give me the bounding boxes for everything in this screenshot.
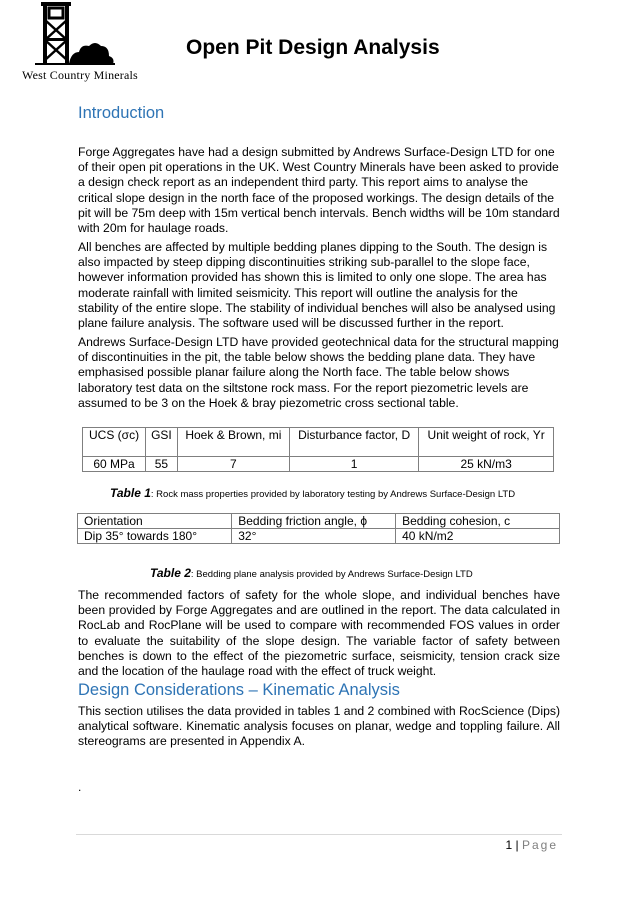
table-cell: 40 kN/m2 — [396, 529, 560, 544]
intro-paragraph-3: Andrews Surface-Design LTD have provided geotechnical data for the structural mapping of discontinuities in the pit, the table below shows the bedding plane data. They have emphasised possible planar failure along the North face. The table below shows laboratory test data on the siltstone rock mass. For the report piezometric levels are assumed to be 3 on the Hoek & bray piezometric cross sectional table. — [78, 335, 559, 410]
footer-separator: | — [515, 838, 519, 852]
footer-divider — [76, 834, 562, 835]
bedding-plane-table — [77, 513, 560, 544]
table-header-cell: Hoek & Brown, mi — [177, 428, 289, 457]
table-cell: 25 kN/m3 — [419, 457, 554, 472]
rock-mass-properties-table — [82, 427, 554, 472]
design-considerations-heading: Design Considerations – Kinematic Analysis — [78, 681, 400, 699]
table-cell: 60 MPa — [83, 457, 146, 472]
table-cell: 1 — [289, 457, 418, 472]
document-title: Open Pit Design Analysis — [186, 36, 440, 59]
table-header-cell: Disturbance factor, D — [289, 428, 418, 457]
table-header-cell: Bedding cohesion, c — [396, 514, 560, 529]
page-footer — [505, 838, 558, 852]
table-2-caption — [150, 566, 473, 580]
table-cell: Dip 35° towards 180° — [78, 529, 232, 544]
caption-text: : Bedding plane analysis provided by Andrews Surface-Design LTD — [190, 569, 473, 580]
company-logo — [10, 0, 140, 84]
caption-label: Table 1 — [110, 486, 151, 500]
caption-text: : Rock mass properties provided by laboratory testing by Andrews Surface-Design LTD — [150, 489, 516, 500]
table-1-caption — [110, 486, 515, 500]
table-cell: 55 — [146, 457, 178, 472]
mine-headframe-icon — [35, 0, 115, 70]
table-header-cell: Unit weight of rock, Yr — [419, 428, 554, 457]
logo-caption: West Country Minerals — [22, 68, 138, 82]
intro-paragraph-2: All benches are affected by multiple bedding planes dipping to the South. The design is also impacted by steep dipping discontinuities striking sub-parallel to the slope face, however information provided has shown this is limited to only one slope. The area has moderate rainfall with limited seismicity. This report will outline the analysis for the stability of the entire slope. The stability of individual benches will also be analysed using plane failure analysis. The software used will be discussed further in the report. — [78, 240, 556, 331]
table-header-row — [78, 514, 560, 529]
table-header-row — [83, 428, 554, 457]
page-label: Page — [521, 838, 558, 852]
introduction-heading: Introduction — [78, 104, 165, 122]
table-row — [83, 457, 554, 472]
table-header-cell: Orientation — [78, 514, 232, 529]
caption-label: Table 2 — [150, 566, 191, 580]
table-row — [78, 529, 560, 544]
page-number: 1 — [505, 838, 513, 852]
intro-paragraph-1: Forge Aggregates have had a design submitted by Andrews Surface-Design LTD for one of their open pit operations in the UK. West Country Minerals have been asked to provide a design check report as an independent third party. This report aims to analyse the critical slope design in the north face of the proposed workings. The design details of the pit will be 75m deep with 15m vertical bench intervals. Bench widths will be 10m standard with 20m for haulage roads. — [78, 145, 560, 236]
table-header-cell: Bedding friction angle, ϕ — [232, 514, 396, 529]
table-cell: 32° — [232, 529, 396, 544]
kinematic-paragraph: This section utilises the data provided in tables 1 and 2 combined with RocScience (Dips) analytical software. Kinematic analysis focuses on planar, wedge and toppling failure. All stereograms are presented in Appendix A. — [78, 704, 560, 749]
table-header-cell: GSI — [146, 428, 178, 457]
fos-paragraph: The recommended factors of safety for the whole slope, and individual benches have been provided by Forge Aggregates and are outlined in the report. The data calculated in RocLab and RocPlane will be used to compare with recommended FOS values in order to evaluate the suitability of the slope design. The variable factor of safety between benches is down to the effect of the piezometric surface, seismicity, tension crack size and the location of the haulage road with the effect of truck weight. — [78, 588, 560, 679]
table-cell: 7 — [177, 457, 289, 472]
table-header-cell: UCS (σc) — [83, 428, 146, 457]
trailing-dot: . — [78, 780, 82, 794]
